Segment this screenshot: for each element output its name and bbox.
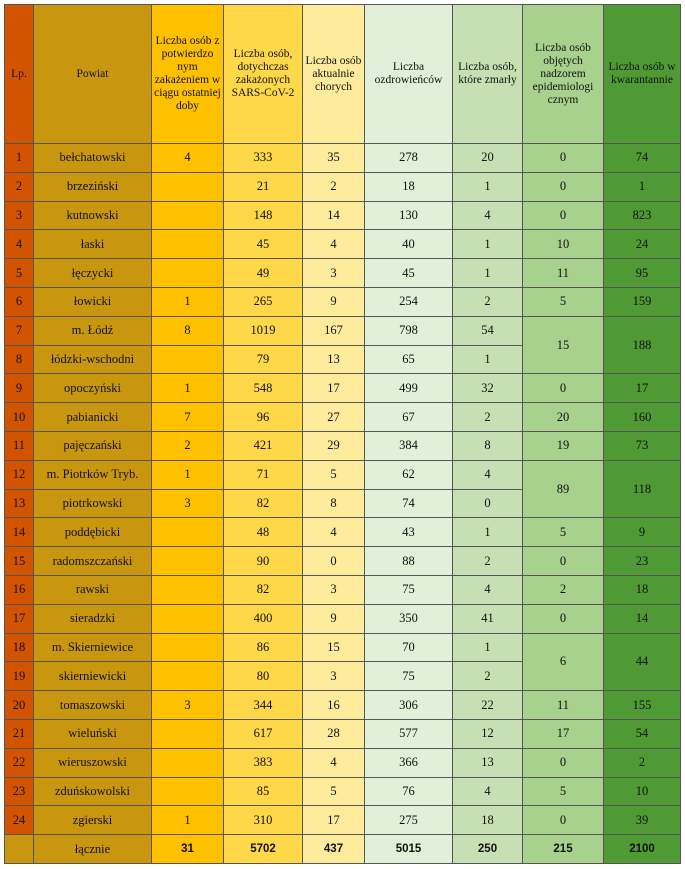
cell-active: 13 [303,345,365,374]
cell-daily [152,777,224,806]
cell-active: 17 [303,806,365,835]
table-row [5,748,681,777]
table-row [5,777,681,806]
cell-active: 3 [303,662,365,691]
totals-recovered: 5015 [365,835,453,864]
cell-active: 4 [303,230,365,259]
cell-deaths: 1 [453,172,523,201]
totals-active: 437 [303,835,365,864]
header-active-cases: Liczba osób aktualnie chorych [303,5,365,144]
cell-deaths: 12 [453,719,523,748]
header-supervision: Liczba osób objętych nadzorem epidemiologi cznym [523,5,604,144]
cell-quarantine: 23 [604,547,681,576]
cell-deaths: 18 [453,806,523,835]
cell-recovered: 350 [365,604,453,633]
cell-supervision: 15 [523,316,604,374]
cell-quarantine: 188 [604,316,681,374]
cell-lp: 23 [5,777,34,806]
table-row [5,806,681,835]
cell-daily: 7 [152,403,224,432]
cell-total: 45 [224,230,303,259]
cell-daily: 8 [152,316,224,345]
cell-powiat: m. Skierniewice [34,633,152,662]
cell-total: 265 [224,287,303,316]
cell-lp: 14 [5,518,34,547]
cell-lp: 11 [5,431,34,460]
table-row [5,144,681,173]
cell-supervision: 0 [523,806,604,835]
cell-powiat: m. Łódź [34,316,152,345]
cell-recovered: 306 [365,691,453,720]
header-lp: Lp. [5,5,34,144]
cell-daily [152,748,224,777]
cell-recovered: 130 [365,201,453,230]
table-row [5,259,681,288]
cell-active: 27 [303,403,365,432]
cell-powiat: skierniewicki [34,662,152,691]
cell-deaths: 2 [453,662,523,691]
cell-supervision: 0 [523,547,604,576]
cell-active: 4 [303,518,365,547]
cell-lp: 13 [5,489,34,518]
table-row [5,201,681,230]
cell-supervision: 0 [523,604,604,633]
cell-powiat: radomszczański [34,547,152,576]
cell-recovered: 18 [365,172,453,201]
table-row [5,374,681,403]
cell-deaths: 22 [453,691,523,720]
cell-quarantine: 95 [604,259,681,288]
cell-supervision: 10 [523,230,604,259]
cell-daily [152,259,224,288]
cell-powiat: łęczycki [34,259,152,288]
cell-quarantine: 17 [604,374,681,403]
table-row [5,316,681,345]
cell-daily [152,345,224,374]
cell-total: 383 [224,748,303,777]
cell-total: 310 [224,806,303,835]
cell-quarantine: 73 [604,431,681,460]
cell-daily [152,518,224,547]
cell-daily [152,604,224,633]
cell-supervision: 89 [523,460,604,518]
cell-supervision: 17 [523,719,604,748]
cell-deaths: 32 [453,374,523,403]
cell-supervision: 2 [523,575,604,604]
cell-active: 29 [303,431,365,460]
cell-recovered: 577 [365,719,453,748]
table-row [5,403,681,432]
cell-recovered: 366 [365,748,453,777]
cell-quarantine: 155 [604,691,681,720]
cell-deaths: 2 [453,287,523,316]
cell-lp: 10 [5,403,34,432]
cell-daily [152,172,224,201]
cell-powiat: rawski [34,575,152,604]
cell-recovered: 62 [365,460,453,489]
cell-recovered: 70 [365,633,453,662]
cell-total: 421 [224,431,303,460]
cell-total: 148 [224,201,303,230]
cell-powiat: pabianicki [34,403,152,432]
table-row [5,719,681,748]
cell-daily: 1 [152,287,224,316]
cell-total: 49 [224,259,303,288]
totals-label: łącznie [34,835,152,864]
header-total-cases: Liczba osób, dotychczas zakażonych SARS-CoV-2 [224,5,303,144]
cell-active: 5 [303,460,365,489]
cell-recovered: 76 [365,777,453,806]
header-powiat: Powiat [34,5,152,144]
cell-quarantine: 118 [604,460,681,518]
cell-powiat: m. Piotrków Tryb. [34,460,152,489]
cell-powiat: piotrkowski [34,489,152,518]
totals-deaths: 250 [453,835,523,864]
cell-daily: 4 [152,144,224,173]
table-row [5,604,681,633]
cell-total: 79 [224,345,303,374]
cell-supervision: 11 [523,259,604,288]
cell-supervision: 19 [523,431,604,460]
cell-total: 85 [224,777,303,806]
header-row [5,5,681,144]
cell-active: 3 [303,575,365,604]
cell-active: 17 [303,374,365,403]
cell-deaths: 13 [453,748,523,777]
totals-daily: 31 [152,835,224,864]
cell-lp: 16 [5,575,34,604]
cell-daily [152,201,224,230]
cell-lp: 18 [5,633,34,662]
cell-quarantine: 2 [604,748,681,777]
cell-supervision: 0 [523,172,604,201]
cell-active: 16 [303,691,365,720]
cell-total: 48 [224,518,303,547]
covid-statistics-table [4,4,681,864]
cell-quarantine: 160 [604,403,681,432]
cell-active: 15 [303,633,365,662]
header-daily-cases: Liczba osób z potwierdzo nym zakażeniem w ciągu ostatniej doby [152,5,224,144]
cell-daily: 3 [152,691,224,720]
cell-supervision: 11 [523,691,604,720]
cell-lp: 17 [5,604,34,633]
cell-supervision: 0 [523,201,604,230]
cell-lp: 7 [5,316,34,345]
table-row [5,460,681,489]
cell-quarantine: 14 [604,604,681,633]
cell-powiat: brzeziński [34,172,152,201]
table-row [5,518,681,547]
cell-deaths: 0 [453,489,523,518]
cell-lp: 22 [5,748,34,777]
cell-total: 82 [224,489,303,518]
cell-total: 333 [224,144,303,173]
cell-total: 400 [224,604,303,633]
cell-active: 9 [303,604,365,633]
cell-recovered: 254 [365,287,453,316]
cell-powiat: kutnowski [34,201,152,230]
header-recovered: Liczba ozdrowieńców [365,5,453,144]
cell-recovered: 75 [365,575,453,604]
table-row [5,575,681,604]
cell-deaths: 4 [453,777,523,806]
totals-total: 5702 [224,835,303,864]
cell-total: 96 [224,403,303,432]
cell-active: 8 [303,489,365,518]
cell-supervision: 5 [523,287,604,316]
cell-recovered: 384 [365,431,453,460]
cell-recovered: 798 [365,316,453,345]
totals-lp [5,835,34,864]
cell-deaths: 41 [453,604,523,633]
cell-lp: 12 [5,460,34,489]
cell-deaths: 4 [453,460,523,489]
cell-quarantine: 10 [604,777,681,806]
cell-recovered: 278 [365,144,453,173]
cell-active: 9 [303,287,365,316]
cell-quarantine: 823 [604,201,681,230]
cell-recovered: 65 [365,345,453,374]
cell-deaths: 1 [453,259,523,288]
cell-daily [152,662,224,691]
cell-supervision: 0 [523,748,604,777]
cell-active: 3 [303,259,365,288]
cell-total: 86 [224,633,303,662]
cell-total: 90 [224,547,303,576]
cell-powiat: łaski [34,230,152,259]
cell-powiat: łódzki-wschodni [34,345,152,374]
cell-lp: 8 [5,345,34,374]
cell-deaths: 1 [453,230,523,259]
cell-lp: 19 [5,662,34,691]
cell-quarantine: 44 [604,633,681,691]
totals-row [5,835,681,864]
cell-quarantine: 39 [604,806,681,835]
cell-powiat: tomaszowski [34,691,152,720]
cell-powiat: sieradzki [34,604,152,633]
totals-quarantine: 2100 [604,835,681,864]
cell-lp: 9 [5,374,34,403]
cell-lp: 20 [5,691,34,720]
cell-powiat: łowicki [34,287,152,316]
cell-lp: 15 [5,547,34,576]
cell-deaths: 1 [453,518,523,547]
cell-lp: 3 [5,201,34,230]
cell-quarantine: 54 [604,719,681,748]
cell-powiat: bełchatowski [34,144,152,173]
cell-total: 82 [224,575,303,604]
header-quarantine: Liczba osób w kwarantannie [604,5,681,144]
cell-total: 344 [224,691,303,720]
cell-lp: 5 [5,259,34,288]
cell-active: 4 [303,748,365,777]
cell-active: 14 [303,201,365,230]
cell-recovered: 74 [365,489,453,518]
cell-recovered: 40 [365,230,453,259]
cell-recovered: 43 [365,518,453,547]
cell-recovered: 45 [365,259,453,288]
cell-quarantine: 1 [604,172,681,201]
cell-lp: 24 [5,806,34,835]
table-row [5,547,681,576]
cell-total: 71 [224,460,303,489]
cell-daily: 1 [152,374,224,403]
cell-recovered: 67 [365,403,453,432]
table-row [5,691,681,720]
cell-lp: 6 [5,287,34,316]
cell-daily [152,719,224,748]
cell-daily [152,575,224,604]
cell-recovered: 499 [365,374,453,403]
cell-active: 0 [303,547,365,576]
table-row [5,230,681,259]
cell-active: 35 [303,144,365,173]
cell-quarantine: 74 [604,144,681,173]
cell-total: 1019 [224,316,303,345]
cell-daily [152,547,224,576]
cell-lp: 21 [5,719,34,748]
cell-recovered: 275 [365,806,453,835]
header-deaths: Liczba osób, które zmarły [453,5,523,144]
cell-powiat: wieruszowski [34,748,152,777]
cell-deaths: 54 [453,316,523,345]
cell-deaths: 20 [453,144,523,173]
cell-daily [152,230,224,259]
cell-deaths: 8 [453,431,523,460]
cell-daily: 3 [152,489,224,518]
cell-powiat: opoczyński [34,374,152,403]
cell-active: 28 [303,719,365,748]
table-row [5,633,681,662]
cell-quarantine: 18 [604,575,681,604]
cell-daily: 2 [152,431,224,460]
cell-lp: 2 [5,172,34,201]
cell-deaths: 4 [453,201,523,230]
cell-recovered: 75 [365,662,453,691]
cell-supervision: 5 [523,518,604,547]
cell-lp: 1 [5,144,34,173]
cell-active: 2 [303,172,365,201]
cell-supervision: 0 [523,374,604,403]
totals-supervision: 215 [523,835,604,864]
cell-active: 167 [303,316,365,345]
cell-supervision: 5 [523,777,604,806]
cell-quarantine: 24 [604,230,681,259]
cell-total: 548 [224,374,303,403]
cell-powiat: zduńskowolski [34,777,152,806]
cell-powiat: wieluński [34,719,152,748]
cell-powiat: poddębicki [34,518,152,547]
cell-active: 5 [303,777,365,806]
cell-daily: 1 [152,460,224,489]
cell-daily [152,633,224,662]
table-row [5,172,681,201]
cell-recovered: 88 [365,547,453,576]
cell-deaths: 2 [453,547,523,576]
cell-powiat: zgierski [34,806,152,835]
cell-deaths: 2 [453,403,523,432]
cell-supervision: 20 [523,403,604,432]
cell-deaths: 4 [453,575,523,604]
cell-total: 21 [224,172,303,201]
cell-supervision: 0 [523,144,604,173]
cell-powiat: pajęczański [34,431,152,460]
cell-daily: 1 [152,806,224,835]
table-row [5,287,681,316]
cell-lp: 4 [5,230,34,259]
table-row [5,431,681,460]
cell-deaths: 1 [453,345,523,374]
cell-total: 617 [224,719,303,748]
cell-quarantine: 159 [604,287,681,316]
cell-deaths: 1 [453,633,523,662]
cell-supervision: 6 [523,633,604,691]
cell-total: 80 [224,662,303,691]
cell-quarantine: 9 [604,518,681,547]
